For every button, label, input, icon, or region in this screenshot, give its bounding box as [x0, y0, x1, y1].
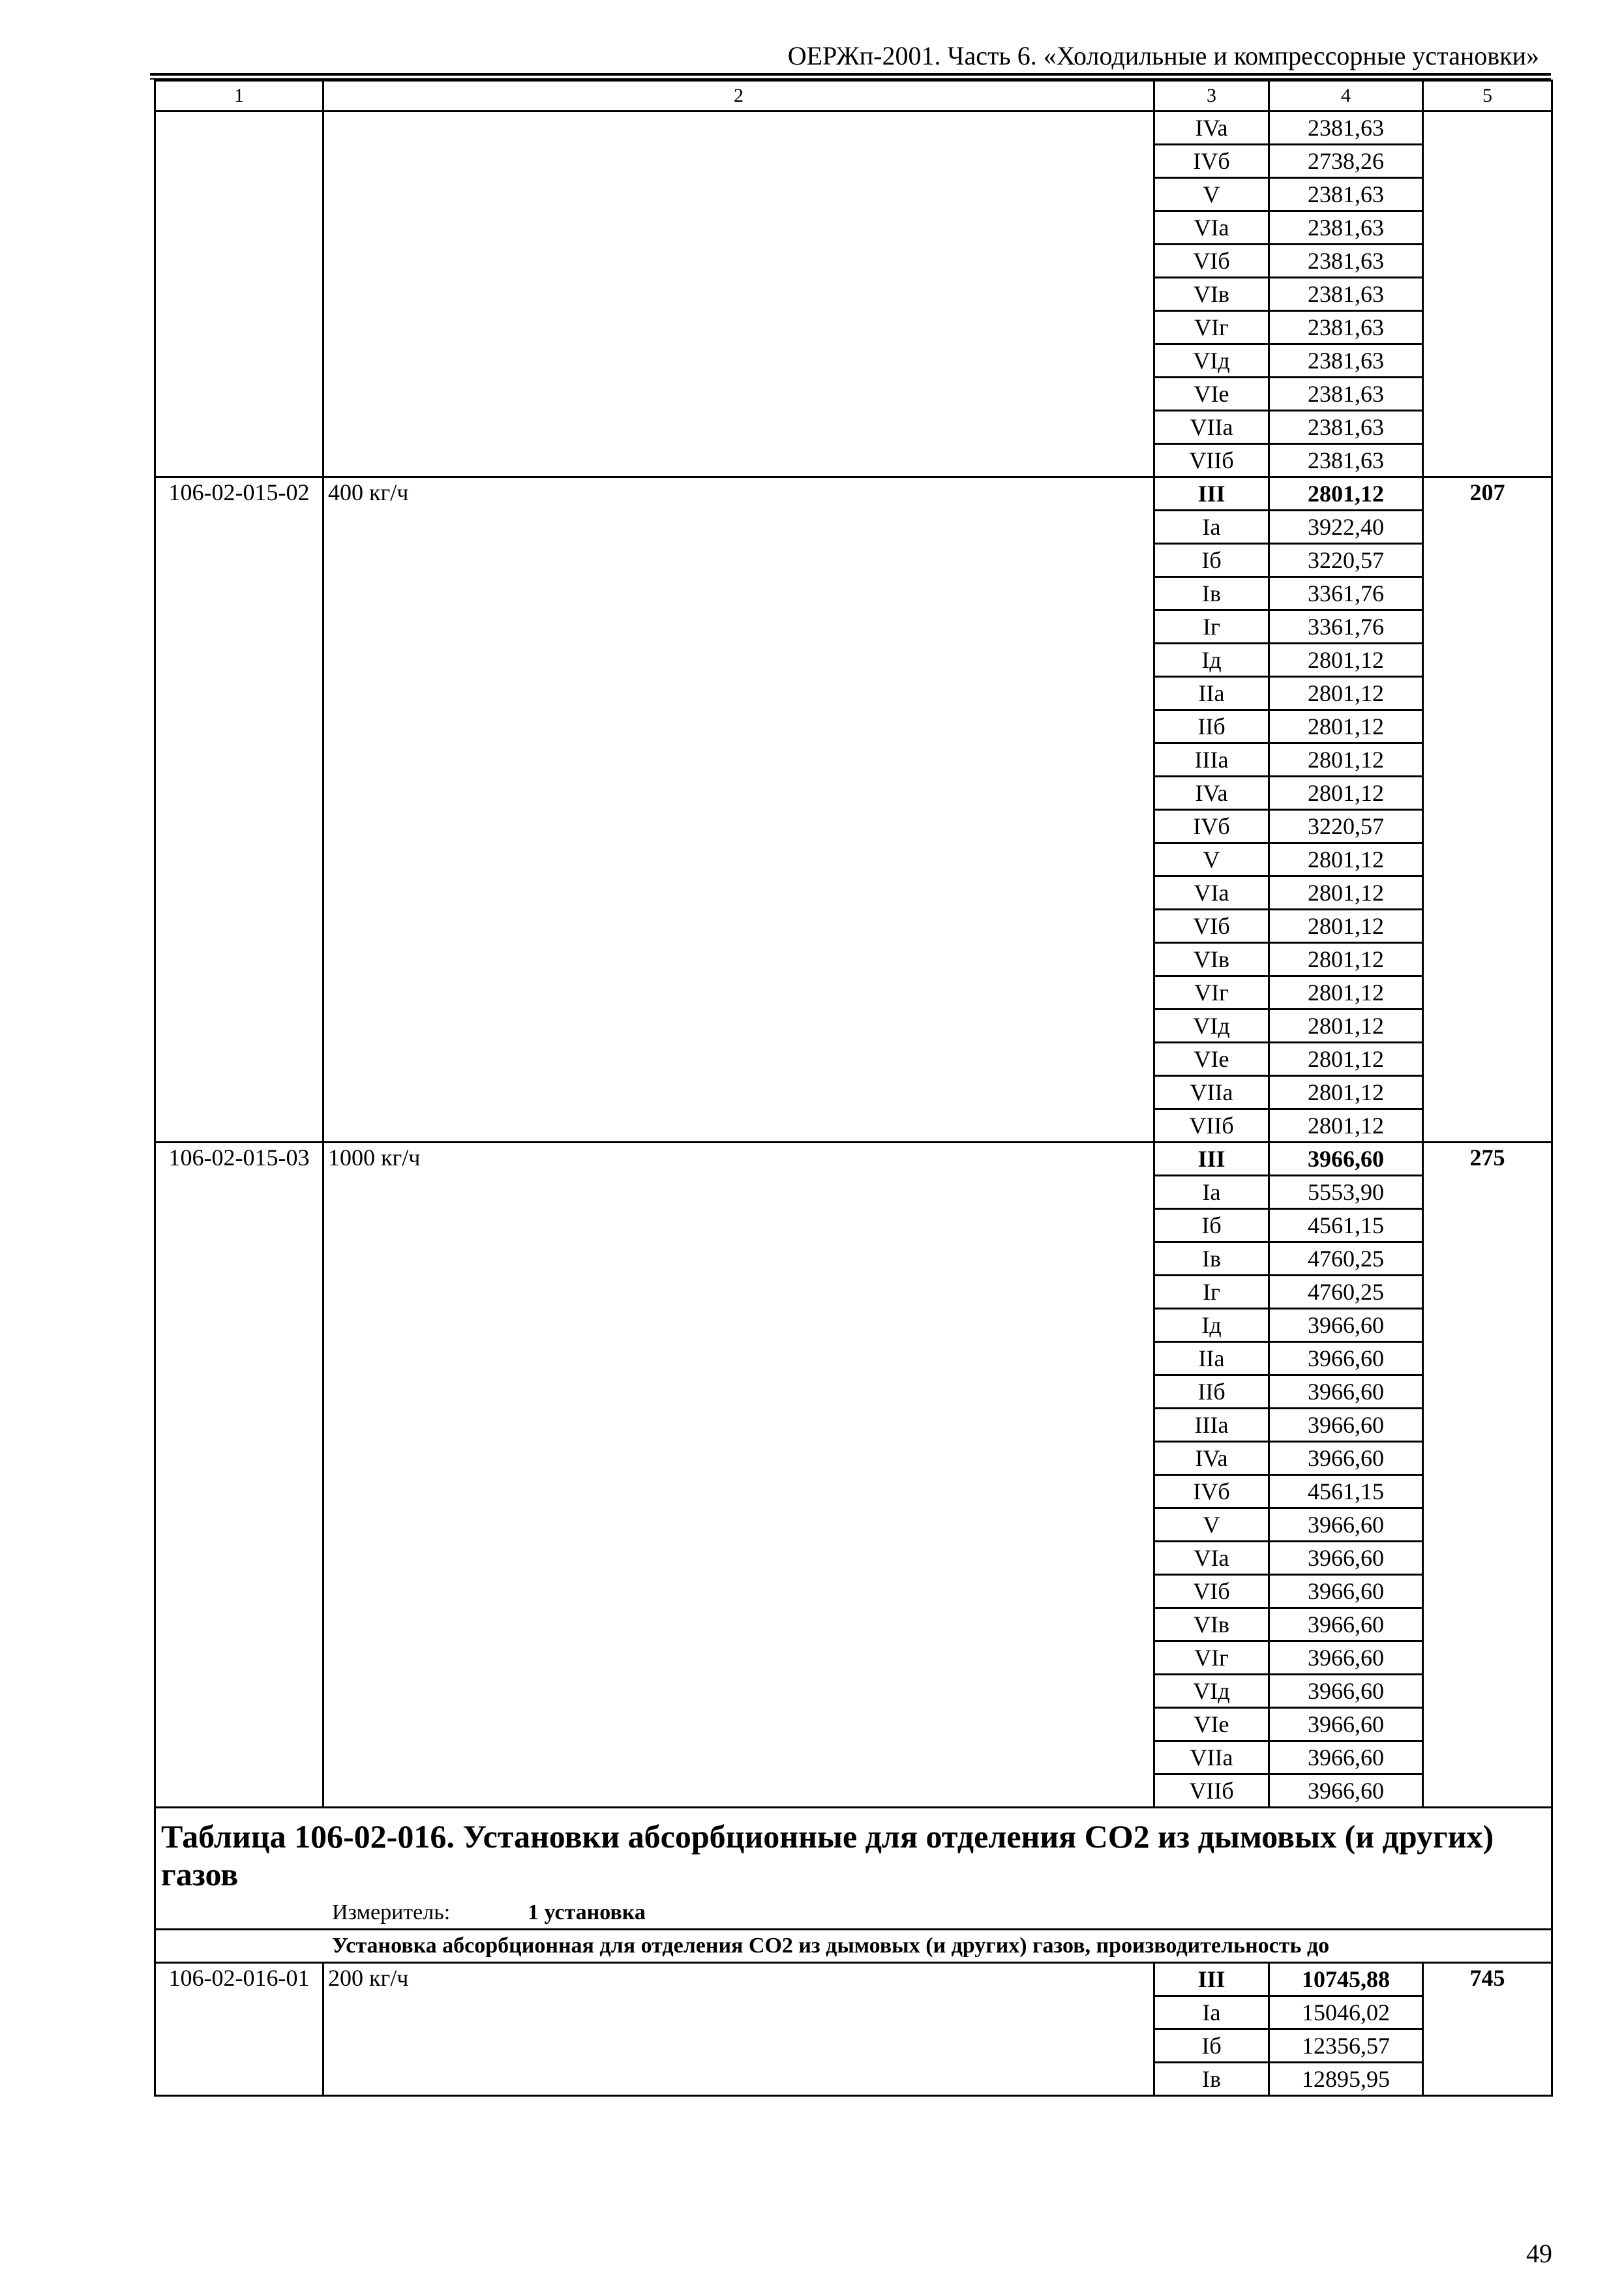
zone-code: VIв: [1154, 943, 1269, 976]
column-number: 4: [1269, 81, 1423, 112]
zone-code: VIIa: [1154, 1076, 1269, 1109]
zone-code: IVa: [1154, 777, 1269, 810]
section-row: [155, 1930, 1552, 1963]
price-value: 2801,12: [1269, 976, 1423, 1010]
zone-code: VIe: [1154, 378, 1269, 411]
item-description: [323, 112, 1154, 477]
item-number: 207: [1423, 477, 1552, 1143]
price-value: 2801,12: [1269, 843, 1423, 876]
measure-cell: [155, 1897, 1552, 1930]
table-row: [155, 1963, 1552, 1996]
item-description: 400 кг/ч: [323, 477, 1154, 1143]
item-description: 1000 кг/ч: [323, 1143, 1154, 1808]
zone-code: Ia: [1154, 1176, 1269, 1209]
price-value: 2801,12: [1269, 710, 1423, 743]
item-code: [155, 112, 323, 477]
zone-code: III: [1154, 477, 1269, 511]
zone-code: VIб: [1154, 910, 1269, 943]
zone-code: Iг: [1154, 1276, 1269, 1309]
price-value: 2801,12: [1269, 644, 1423, 677]
zone-code: V: [1154, 178, 1269, 211]
table-title-row: [155, 1808, 1552, 1898]
zone-code: Iд: [1154, 1309, 1269, 1342]
zone-code: VIд: [1154, 344, 1269, 378]
zone-code: VIд: [1154, 1010, 1269, 1043]
column-number: 1: [155, 81, 323, 112]
price-value: 2801,12: [1269, 477, 1423, 511]
price-value: 10745,88: [1269, 1963, 1423, 1996]
price-value: 3361,76: [1269, 577, 1423, 610]
table-row: [155, 1143, 1552, 1176]
price-value: 2381,63: [1269, 444, 1423, 477]
price-value: 2381,63: [1269, 112, 1423, 145]
price-value: 2381,63: [1269, 178, 1423, 211]
price-value: 3966,60: [1269, 1342, 1423, 1375]
zone-code: IVб: [1154, 1475, 1269, 1508]
price-value: 3966,60: [1269, 1741, 1423, 1774]
price-value: 4760,25: [1269, 1242, 1423, 1276]
price-value: 3966,60: [1269, 1641, 1423, 1675]
price-value: 2381,63: [1269, 344, 1423, 378]
zone-code: IVб: [1154, 145, 1269, 178]
zone-code: Iв: [1154, 2063, 1269, 2096]
zone-code: III: [1154, 1143, 1269, 1176]
column-number: 3: [1154, 81, 1269, 112]
price-value: 4561,15: [1269, 1475, 1423, 1508]
table-row: [155, 112, 1552, 145]
price-value: 2381,63: [1269, 245, 1423, 278]
item-code: 106-02-015-03: [155, 1143, 323, 1808]
zone-code: VIд: [1154, 1675, 1269, 1708]
zone-code: IIa: [1154, 677, 1269, 710]
zone-code: Iб: [1154, 544, 1269, 577]
price-value: 2738,26: [1269, 145, 1423, 178]
item-number: 275: [1423, 1143, 1552, 1808]
zone-code: VIв: [1154, 1608, 1269, 1641]
price-value: 12895,95: [1269, 2063, 1423, 2096]
price-value: 2381,63: [1269, 411, 1423, 444]
zone-code: Iв: [1154, 1242, 1269, 1276]
price-value: 2801,12: [1269, 1076, 1423, 1109]
zone-code: VIe: [1154, 1043, 1269, 1076]
zone-code: IIб: [1154, 710, 1269, 743]
zone-code: VIe: [1154, 1708, 1269, 1741]
zone-code: IIIa: [1154, 1409, 1269, 1442]
zone-code: V: [1154, 1508, 1269, 1542]
zone-code: Iб: [1154, 1209, 1269, 1242]
price-value: 3966,60: [1269, 1309, 1423, 1342]
zone-code: Iв: [1154, 577, 1269, 610]
price-value: 2381,63: [1269, 211, 1423, 245]
table-row: [155, 477, 1552, 511]
zone-code: Ia: [1154, 511, 1269, 544]
zone-code: Ia: [1154, 1996, 1269, 2029]
zone-code: IIб: [1154, 1375, 1269, 1409]
zone-code: VIIб: [1154, 1774, 1269, 1808]
zone-code: IVб: [1154, 810, 1269, 843]
zone-code: V: [1154, 843, 1269, 876]
zone-code: VIIб: [1154, 1109, 1269, 1143]
price-value: 15046,02: [1269, 1996, 1423, 2029]
item-number: [1423, 112, 1552, 477]
price-value: 2801,12: [1269, 1109, 1423, 1143]
price-value: 12356,57: [1269, 2029, 1423, 2063]
price-value: 3966,60: [1269, 1608, 1423, 1641]
price-value: 3966,60: [1269, 1575, 1423, 1608]
zone-code: VIIб: [1154, 444, 1269, 477]
price-value: 2801,12: [1269, 777, 1423, 810]
price-value: 3966,60: [1269, 1508, 1423, 1542]
zone-code: VIв: [1154, 278, 1269, 311]
price-value: 3966,60: [1269, 1409, 1423, 1442]
rates-table: [154, 80, 1553, 2097]
measure-row: [155, 1897, 1552, 1930]
price-value: 2801,12: [1269, 876, 1423, 910]
price-value: 3922,40: [1269, 511, 1423, 544]
measure-value: 1 установка: [528, 1900, 646, 1924]
item-code: 106-02-015-02: [155, 477, 323, 1143]
price-value: 2381,63: [1269, 311, 1423, 344]
price-value: 3966,60: [1269, 1774, 1423, 1808]
item-number: 745: [1423, 1963, 1552, 2096]
zone-code: VIб: [1154, 1575, 1269, 1608]
column-number-row: [155, 81, 1552, 112]
price-value: 3361,76: [1269, 610, 1423, 644]
price-value: 2801,12: [1269, 943, 1423, 976]
zone-code: IIa: [1154, 1342, 1269, 1375]
zone-code: VIIa: [1154, 1741, 1269, 1774]
price-value: 2801,12: [1269, 910, 1423, 943]
zone-code: VIa: [1154, 876, 1269, 910]
column-number: 2: [323, 81, 1154, 112]
item-code: 106-02-016-01: [155, 1963, 323, 2096]
price-value: 3966,60: [1269, 1542, 1423, 1575]
zone-code: IVa: [1154, 112, 1269, 145]
price-value: 2381,63: [1269, 378, 1423, 411]
zone-code: III: [1154, 1963, 1269, 1996]
price-value: 3220,57: [1269, 544, 1423, 577]
price-value: 2801,12: [1269, 677, 1423, 710]
price-value: 2381,63: [1269, 278, 1423, 311]
zone-code: VIг: [1154, 311, 1269, 344]
zone-code: VIб: [1154, 245, 1269, 278]
zone-code: Iг: [1154, 610, 1269, 644]
section-heading: Установка абсорбционная для отделения CO2 из дымовых (и других) газов, производительность до: [155, 1930, 1552, 1963]
column-number: 5: [1423, 81, 1552, 112]
zone-code: VIIa: [1154, 411, 1269, 444]
zone-code: Iб: [1154, 2029, 1269, 2063]
running-header: ОЕРЖп-2001. Часть 6. «Холодильные и компрессорные установки»: [787, 41, 1539, 70]
zone-code: IIIa: [1154, 743, 1269, 777]
zone-code: VIг: [1154, 976, 1269, 1010]
price-value: 3966,60: [1269, 1143, 1423, 1176]
price-value: 3966,60: [1269, 1442, 1423, 1475]
price-value: 3966,60: [1269, 1675, 1423, 1708]
zone-code: VIa: [1154, 1542, 1269, 1575]
zone-code: VIa: [1154, 211, 1269, 245]
measure-label: Измеритель:: [332, 1900, 451, 1924]
price-value: 2801,12: [1269, 1043, 1423, 1076]
price-value: 4561,15: [1269, 1209, 1423, 1242]
page-number: 49: [1526, 2239, 1552, 2268]
header-rule: [150, 73, 1551, 76]
table-title: Таблица 106-02-016. Установки абсорбционные для отделения CO2 из дымовых (и других) газов: [155, 1808, 1552, 1898]
price-value: 5553,90: [1269, 1176, 1423, 1209]
zone-code: VIг: [1154, 1641, 1269, 1675]
price-value: 3966,60: [1269, 1708, 1423, 1741]
price-value: 3966,60: [1269, 1375, 1423, 1409]
price-value: 4760,25: [1269, 1276, 1423, 1309]
price-value: 3220,57: [1269, 810, 1423, 843]
zone-code: Iд: [1154, 644, 1269, 677]
price-value: 2801,12: [1269, 1010, 1423, 1043]
item-description: 200 кг/ч: [323, 1963, 1154, 2096]
zone-code: IVa: [1154, 1442, 1269, 1475]
price-value: 2801,12: [1269, 743, 1423, 777]
